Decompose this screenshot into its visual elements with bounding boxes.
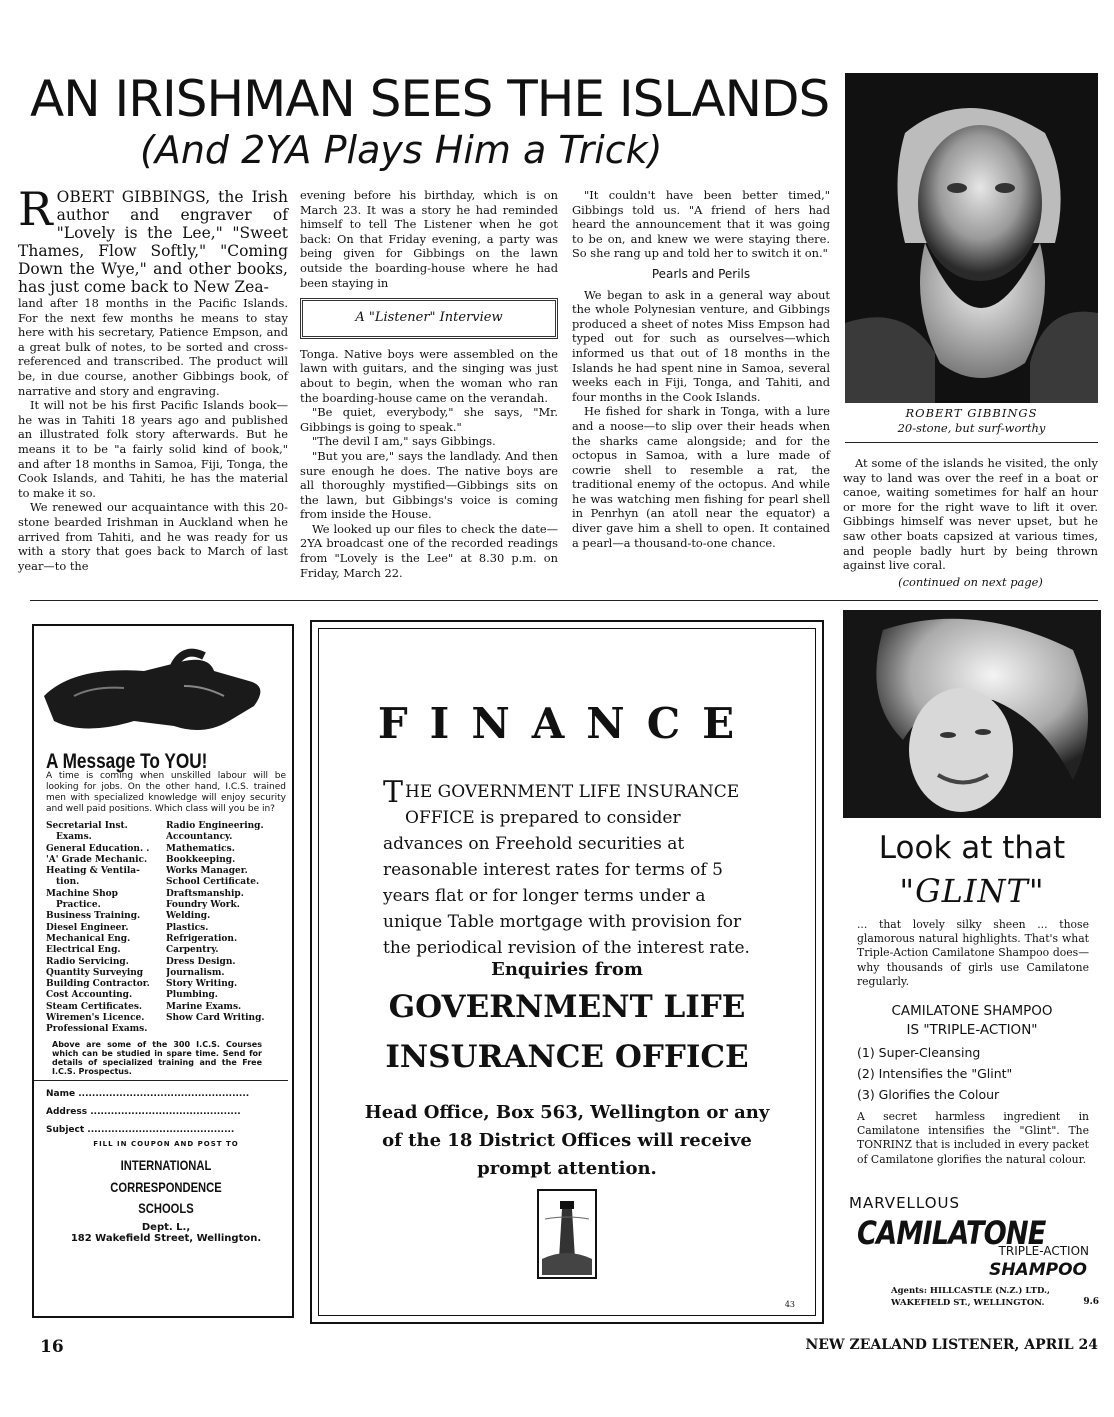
finance-contact: Head Office, Box 563, Wellington or any of the 18 District Offices will receive prompt attention. <box>364 1102 770 1179</box>
address-label: Address <box>46 1106 88 1117</box>
course-item: Quantity Surveying <box>46 967 144 978</box>
ics-dept: Dept. L., <box>141 1221 191 1233</box>
course-item: Heating & Ventila- <box>46 866 140 877</box>
camilatone-secret: A secret harmless ingredient in Camilatone intensifies the "Glint". The TONRINZ that is included in every packet of Camilatone glorifies the natural colour. <box>857 1110 1089 1166</box>
subject-field[interactable]: Subject ........................................... <box>46 1124 235 1135</box>
course-item: Radio Engineering. <box>166 821 264 831</box>
benefit-item: (1) Super-Cleansing <box>857 1045 981 1060</box>
caption-subtitle: 20-stone, but surf-worthy <box>897 421 1046 435</box>
paragraph: We began to ask in a general way about the whole Polynesian venture, and Gibbings produced a sheet of notes Miss Empson had typed out for such as ourselves—which informed us that out of 18 months in the Islands he had spent nine in Samoa, several weeks each in Fiji, Tonga, and Tahiti, and four months in the Cook Islands. <box>572 287 830 404</box>
course-item: Machine Shop <box>46 888 118 899</box>
course-item: tion. <box>56 877 80 888</box>
paragraph: At some of the islands he visited, the only way to land was over the reef in a boat or canoe, waiting sometimes for half an hour or more for the right wave to lift it over. Gibbings himself was never upset, but he saw other boats capsized at various times, and people badly hurt by being thrown against live coral. <box>843 456 1098 573</box>
camilatone-agents <box>891 1285 1050 1309</box>
course-item: Wiremen's Licence. <box>46 1013 145 1024</box>
name-label: Name <box>46 1088 76 1099</box>
course-item: Bookkeeping. <box>166 854 236 865</box>
camilatone-title: Look at that <box>878 830 1066 866</box>
course-item: Carpentry. <box>166 945 219 956</box>
paragraph: evening before his birthday, which is on March 23. It was a story he had reminded himself to tell The Listener when he got back: On that Friday evening, a party was being given for Gibbings on the lawn outside the boarding-house where he had been staying in <box>300 188 558 290</box>
camilatone-advertisement <box>843 610 1101 1316</box>
drop-cap: R <box>18 182 53 236</box>
course-item: General Education. . <box>46 843 150 854</box>
finance-body <box>383 775 759 961</box>
course-column-right <box>166 821 282 1036</box>
subject-label: Subject <box>46 1124 85 1135</box>
course-column-left <box>46 821 166 1036</box>
course-item: Exams. <box>56 832 92 843</box>
article-subheadline: (And 2YA Plays Him a Trick) <box>140 128 663 172</box>
course-item: Building Contractor. <box>46 979 150 990</box>
course-item: Radio Servicing. <box>46 956 129 967</box>
lead-paragraph: OBERT GIBBINGS, the Irish author and engraver of "Lovely is the Lee," "Sweet Thames, Flow Softly," "Coming Down the Wye," and other books, has just come back to New Zea- <box>18 188 288 296</box>
publication-footer: NEW ZEALAND LISTENER, APRIL 24 <box>805 1337 1098 1353</box>
course-item: Professional Exams. <box>46 1024 148 1035</box>
caption-divider <box>845 442 1098 443</box>
coupon-instruction: FILL IN COUPON AND POST TO <box>93 1139 239 1148</box>
paragraph: "Be quiet, everybody," she says, "Mr. Gibbings is going to speak." <box>300 405 558 434</box>
name-field[interactable]: Name .................................................. <box>46 1088 250 1099</box>
woman-portrait-illustration <box>843 610 1101 818</box>
camilatone-triple-line-1: CAMILATONE SHAMPOO <box>891 1003 1053 1019</box>
ics-address: 182 Wakefield Street, Wellington. <box>70 1232 262 1244</box>
article-column-4 <box>843 456 1098 589</box>
benefit-item: (2) Intensifies the "Glint" <box>857 1066 1013 1081</box>
section-divider <box>30 600 1098 601</box>
finance-title: FINANCE <box>377 699 757 748</box>
continued-note: (continued on next page) <box>898 574 1043 589</box>
course-item: Works Manager. <box>166 866 248 877</box>
finance-office-line-2: INSURANCE OFFICE <box>385 1039 749 1075</box>
section-heading: Pearls and Perils <box>651 266 751 281</box>
article-column-1 <box>18 182 288 573</box>
caption-name: ROBERT GIBBINGS <box>905 406 1038 420</box>
course-item: Dress Design. <box>166 956 236 967</box>
course-item: Steam Certificates. <box>46 1001 143 1012</box>
article-column-2 <box>300 188 558 580</box>
pointing-hand-icon <box>34 626 288 746</box>
paragraph: We renewed our acquaintance with this 20-stone bearded Irishman in Auckland when he arrived from Tahiti, and he was ready for us with a story that goes back to March of last year—to the <box>18 500 288 573</box>
course-item: Welding. <box>166 911 211 922</box>
course-item: Plumbing. <box>166 990 218 1001</box>
course-item: Business Training. <box>46 911 141 922</box>
paragraph: We looked up our files to check the date—2YA broadcast one of the recorded readings from "Lovely is the Lee" at 8.30 p.m. on Friday, March 22. <box>300 521 558 580</box>
course-item: 'A' Grade Mechanic. <box>46 854 148 865</box>
interview-box: A "Listener" Interview <box>300 298 558 339</box>
course-item: Accountancy. <box>166 832 233 843</box>
photo-caption <box>845 406 1098 436</box>
finance-body-text: HE GOVERNMENT LIFE INSURANCE OFFICE is prepared to consider advances on Freehold securities at reasonable interest rates for terms of 5 years flat or for longer terms under a unique Table mortgage with provision for the periodical revision of the interest rate. <box>383 782 750 958</box>
course-item: Plastics. <box>166 922 209 933</box>
camilatone-triple-block <box>843 1002 1101 1040</box>
finance-advertisement <box>310 620 824 1324</box>
course-item: Secretarial Inst. <box>46 821 128 831</box>
paragraph: "But you are," says the landlady. And then sure enough he does. The native boys are all thoroughly mystified—Gibbings sits on the lawn, but Gibbings's voice is coming from inside the House. <box>300 448 558 522</box>
portrait-illustration <box>845 73 1098 403</box>
portrait-photo <box>845 73 1098 403</box>
course-item: Cost Accounting. <box>46 990 133 1001</box>
ics-advertisement <box>32 624 294 1318</box>
article-column-3 <box>572 188 830 550</box>
school-name-1: INTERNATIONAL CORRESPONDENCE <box>110 1156 222 1195</box>
course-item: Journalism. <box>166 967 225 978</box>
article-headline: AN IRISHMAN SEES THE ISLANDS <box>30 70 830 128</box>
course-item: Mechanical Eng. <box>46 933 131 944</box>
course-item: Foundry Work. <box>166 900 240 911</box>
paragraph: Tonga. Native boys were assembled on the lawn with guitars, and the singing was just about to begin, when the woman who ran the boarding-house came on the verandah. <box>300 346 558 405</box>
camilatone-triple-action: TRIPLE-ACTION <box>998 1244 1089 1258</box>
paragraph: land after 18 months in the Pacific Islands. For the next few months he means to stay here with his secretary, Patience Empson, and a great bulk of notes, to be sorted and cross-referenced and transcribed. The product will be, in due course, another Gibbings book, of narrative and story and engraving. <box>18 296 288 398</box>
course-item: Marine Exams. <box>166 1001 242 1012</box>
paragraph: It will not be his first Pacific Islands book—he was in Tahiti 18 years ago and published an illustrated folk story afterwards. But he means it to be "a fairly solid kind of book," and after 18 months in Samoa, Fiji, Tonga, the Cook Islands, and Tahiti, he has the material to make it so. <box>18 398 288 500</box>
camilatone-marvellous: MARVELLOUS <box>849 1194 961 1212</box>
paragraph: He fished for shark in Tonga, with a lure and a noose—to slip over their heads when the sharks came alongside; and for the octopus in Samoa, with a lure made of cowrie shell to resemble a rat, the traditional enemy of the octopus. And while he was watching men fishing for pearl shell in Penrhyn (an atoll near the equator) a diver gave him a shell to open. It contained a pearl—a thousand-to-one chance. <box>572 404 830 550</box>
agents-line-1: Agents: HILLCASTLE (N.Z.) LTD., <box>891 1286 1050 1296</box>
course-item: Story Writing. <box>166 979 238 990</box>
camilatone-triple-line-2: IS "TRIPLE-ACTION" <box>906 1022 1038 1038</box>
camilatone-brand: CAMILATONE <box>857 1214 1046 1252</box>
paragraph: "The devil I am," says Gibbings. <box>312 434 496 449</box>
agents-line-2: WAKEFIELD ST., WELLINGTON. <box>891 1298 1045 1308</box>
coupon-divider <box>34 1080 288 1081</box>
finance-office-line-1: GOVERNMENT LIFE <box>388 989 746 1025</box>
camilatone-body: ... that lovely silky sheen ... those glamorous natural highlights. That's what Triple-Action Camilatone Shampoo does—why thousands of girls use Camilatone regularly. <box>857 918 1089 988</box>
address-field[interactable]: Address ............................................ <box>46 1106 241 1117</box>
finance-enquiries: Enquiries from <box>491 959 643 980</box>
ics-ad-title: A Message To YOU! <box>46 750 208 773</box>
camilatone-glint: "GLINT" <box>899 872 1045 910</box>
course-item: Draftsmanship. <box>166 888 244 899</box>
finance-dropcap: T <box>383 775 404 810</box>
ics-note: Above are some of the 300 I.C.S. Courses which can be studied in spare time. Send for details of specialized training and the Free I.C.S. Prospectus. <box>52 1039 262 1076</box>
course-item: Refrigeration. <box>166 933 238 944</box>
course-item: Show Card Writing. <box>166 1013 265 1024</box>
lighthouse-logo-icon <box>537 1189 597 1279</box>
course-item: Practice. <box>56 900 101 911</box>
course-item: Diesel Engineer. <box>46 922 129 933</box>
woman-photo <box>843 610 1101 818</box>
course-item: Electrical Eng. <box>46 945 121 956</box>
camilatone-code: 9.6 <box>1083 1297 1099 1307</box>
finance-inner-border <box>318 628 816 1316</box>
benefit-item: (3) Glorifies the Colour <box>857 1087 1000 1102</box>
page-number: 16 <box>40 1337 64 1357</box>
course-item: Mathematics. <box>166 843 235 854</box>
camilatone-benefits <box>857 1042 1092 1105</box>
school-name-2: SCHOOLS <box>138 1199 194 1216</box>
finance-code: 43 <box>784 1300 795 1309</box>
coupon-form <box>46 1085 286 1139</box>
ics-intro: A time is coming when unskilled labour will be looking for jobs. On the other hand, I.C.S. trained men with specialized knowledge will enjoy security and well paid positions. Which class will you be in? <box>46 771 286 814</box>
paragraph: "It couldn't have been better timed," Gibbings told us. "A friend of hers had heard the announcement that it was going to be on, and knew we were staying there. So she rang up and told her to switch it on." <box>572 188 830 261</box>
course-list <box>46 821 286 1036</box>
course-item: School Certificate. <box>166 877 260 888</box>
camilatone-shampoo: SHAMPOO <box>989 1260 1087 1280</box>
